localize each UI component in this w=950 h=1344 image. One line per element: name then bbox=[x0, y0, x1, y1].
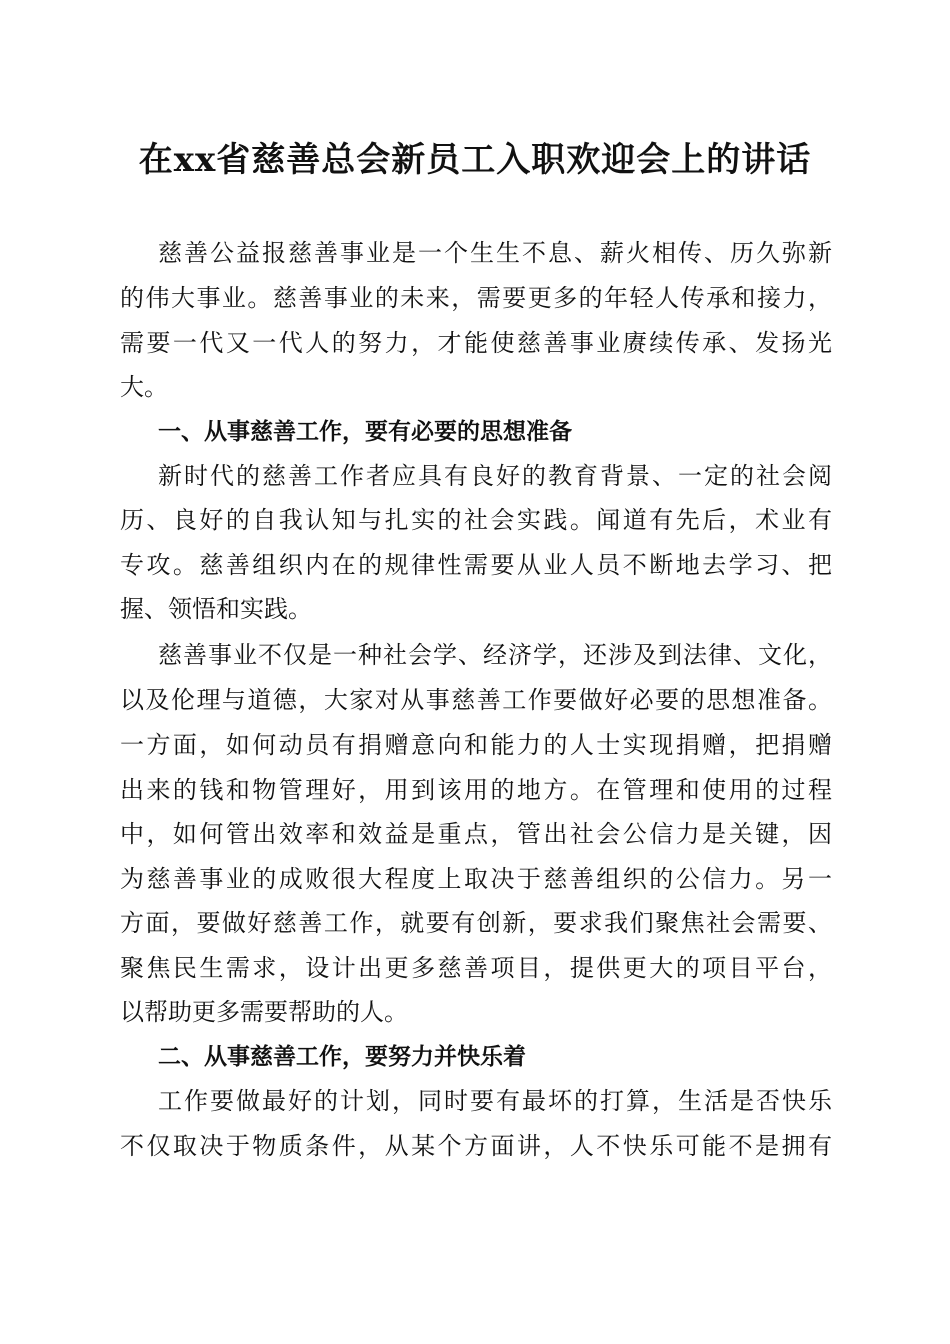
text-line: 大。 bbox=[120, 373, 168, 401]
text-line: 一方面，如何动员有捐赠意向和能力的人士实现捐赠，把捐赠 bbox=[120, 731, 832, 759]
text-line: 以帮助更多需要帮助的人。 bbox=[120, 998, 408, 1026]
text-line: 聚焦民生需求，设计出更多慈善项目，提供更大的项目平台， bbox=[120, 954, 832, 982]
text-line: 为慈善事业的成败很大程度上取决于慈善组织的公信力。另一 bbox=[120, 865, 832, 893]
text-line: 专攻。慈善组织内在的规律性需要从业人员不断地去学习、把 bbox=[120, 551, 832, 579]
text-line: 不仅取决于物质条件，从某个方面讲，人不快乐可能不是拥有 bbox=[120, 1132, 832, 1160]
text-line: 慈善事业不仅是一种社会学、经济学，还涉及到法律、文化， bbox=[158, 641, 832, 669]
text-line: 出来的钱和物管理好，用到该用的地方。在管理和使用的过程 bbox=[120, 776, 832, 804]
text-line: 中，如何管出效率和效益是重点，管出社会公信力是关键，因 bbox=[120, 820, 832, 848]
text-line: 的伟大事业。慈善事业的未来，需要更多的年轻人传承和接力， bbox=[120, 284, 832, 312]
document-title: 在xx省慈善总会新员工入职欢迎会上的讲话 bbox=[138, 140, 812, 180]
text-line: 方面，要做好慈善工作，就要有创新，要求我们聚焦社会需要、 bbox=[120, 909, 832, 937]
text-line: 以及伦理与道德，大家对从事慈善工作要做好必要的思想准备。 bbox=[120, 686, 832, 714]
text-line: 需要一代又一代人的努力，才能使慈善事业赓续传承、发扬光 bbox=[120, 329, 832, 357]
text-line: 新时代的慈善工作者应具有良好的教育背景、一定的社会阅 bbox=[158, 462, 832, 490]
text-line: 握、领悟和实践。 bbox=[120, 595, 312, 623]
text-line: 历、良好的自我认知与扎实的社会实践。闻道有先后，术业有 bbox=[120, 506, 832, 534]
text-line: 慈善公益报慈善事业是一个生生不息、薪火相传、历久弥新 bbox=[158, 239, 832, 267]
text-line: 工作要做最好的计划，同时要有最坏的打算，生活是否快乐 bbox=[158, 1087, 832, 1115]
section-heading: 一、从事慈善工作，要有必要的思想准备 bbox=[158, 419, 572, 445]
section-heading: 二、从事慈善工作，要努力并快乐着 bbox=[158, 1044, 526, 1070]
